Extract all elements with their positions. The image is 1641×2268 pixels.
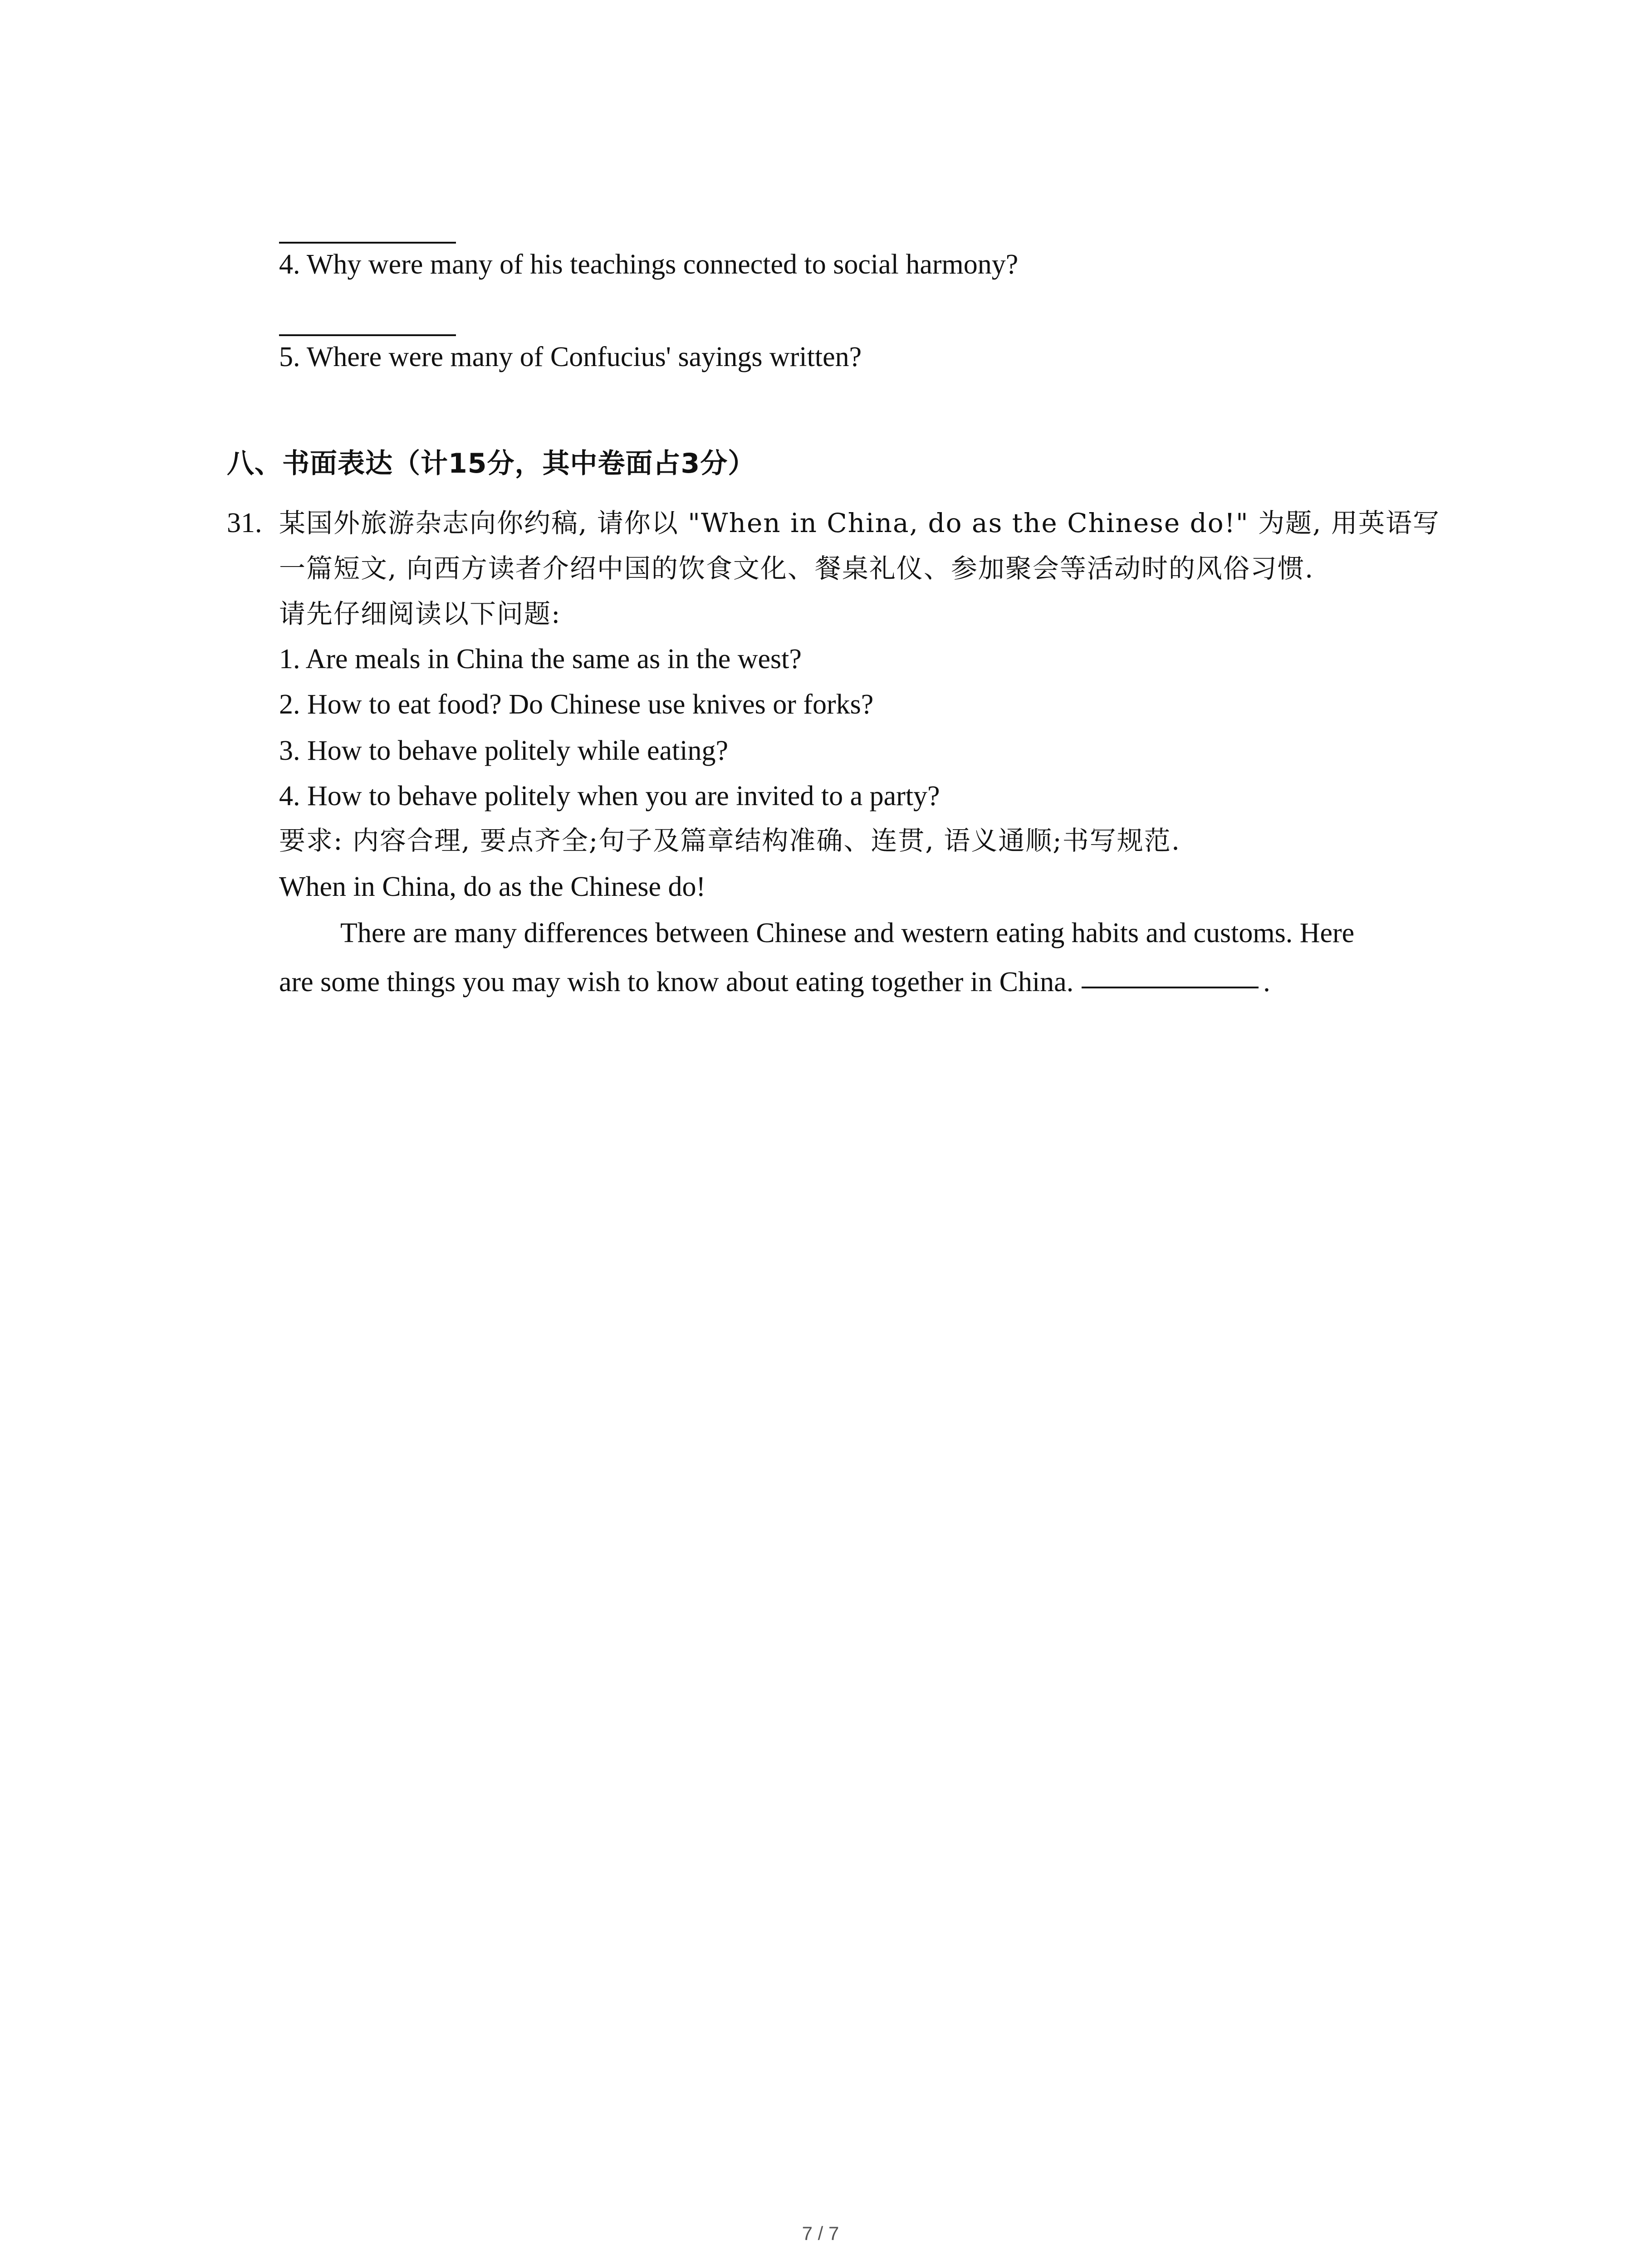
prompt-3: 3. How to behave politely while eating? [279,735,729,766]
essay-paragraph-line-2-text: are some things you may wish to know about eating together in China. [279,967,1074,997]
page-number: 7 / 7 [802,2223,839,2244]
question-4: 4. Why were many of his teachings connected to social harmony? [279,249,1019,280]
answer-blank-q5 [279,334,456,336]
essay-answer-blank [1082,987,1259,988]
section-heading-writing: 八、书面表达（计15分，其中卷面占3分） [227,448,756,479]
requirements: 要求: 内容合理, 要点齐全;句子及篇章结构准确、连贯, 语义通顺;书写规范. [279,825,1181,856]
question-number-31: 31. [227,508,262,538]
instruction-line-3: 请先仔细阅读以下问题: [279,598,561,629]
prompt-1: 1. Are meals in China the same as in the west? [279,644,802,675]
prompt-4: 4. How to behave politely when you are invited to a party? [279,781,940,811]
prompt-2: 2. How to eat food? Do Chinese use knives or forks? [279,689,874,720]
answer-blank-q4 [279,242,456,244]
essay-title: When in China, do as the Chinese do! [279,871,706,902]
instruction-line-1: 某国外旅游杂志向你约稿, 请你以 "When in China, do as the Chinese do!" 为题, 用英语写 [279,508,1440,538]
instruction-line-2: 一篇短文, 向西方读者介绍中国的饮食文化、餐桌礼仪、参加聚会等活动时的风俗习惯. [279,553,1314,584]
essay-paragraph-line-1: There are many differences between Chinese and western eating habits and customs. Here [340,918,1355,948]
question-5: 5. Where were many of Confucius' sayings written? [279,342,862,372]
essay-paragraph-line-2-end: . [1263,967,1270,997]
essay-paragraph-line-2 [279,966,1270,998]
